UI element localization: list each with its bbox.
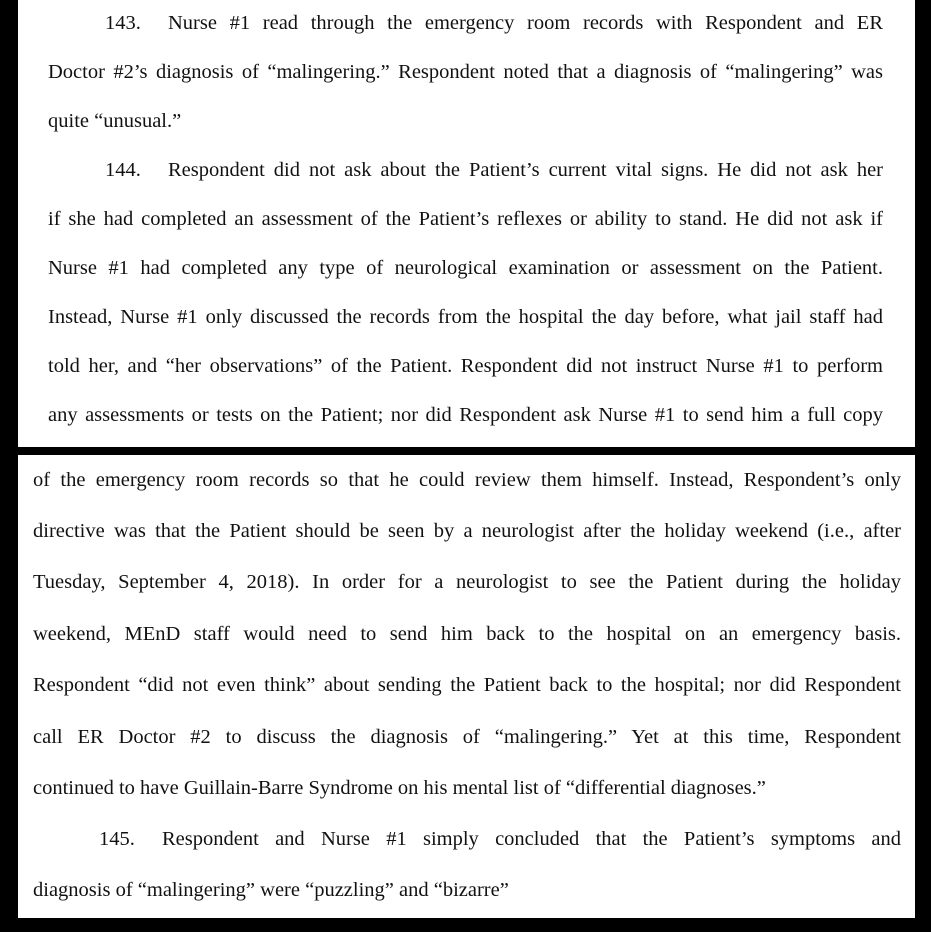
document-line: any assessments or tests on the Patient; nor did Respondent ask Nurse #1 to send him a full copy	[48, 404, 883, 426]
document-line: quite “unusual.”	[48, 110, 182, 132]
document-line: call ER Doctor #2 to discuss the diagnosis of “malingering.” Yet at this time, Respondent	[33, 726, 901, 748]
document-line: weekend, MEnD staff would need to send him back to the hospital on an emergency basis.	[33, 623, 901, 645]
line-text: Nurse #1 read through the emergency room records with Respondent and ER	[168, 12, 883, 34]
document-panel-top	[18, 0, 915, 447]
document-line: Tuesday, September 4, 2018). In order for a neurologist to see the Patient during the holiday	[33, 571, 901, 593]
line-text: Respondent and Nurse #1 simply concluded that the Patient’s symptoms and	[162, 828, 901, 850]
document-line	[99, 827, 901, 851]
line-text: Respondent did not ask about the Patient’s current vital signs. He did not ask her	[168, 159, 883, 181]
document-line: Nurse #1 had completed any type of neurological examination or assessment on the Patient.	[48, 257, 883, 279]
document-line: told her, and “her observations” of the Patient. Respondent did not instruct Nurse #1 to perform	[48, 355, 883, 377]
document-line: if she had completed an assessment of the Patient’s reflexes or ability to stand. He did not ask if	[48, 208, 883, 230]
document-line: directive was that the Patient should be seen by a neurologist after the holiday weekend (i.e., after	[33, 520, 901, 542]
document-line: diagnosis of “malingering” were “puzzling” and “bizarre”	[33, 879, 509, 901]
document-line: Respondent “did not even think” about sending the Patient back to the hospital; nor did Respondent	[33, 674, 901, 696]
document-line: continued to have Guillain-Barre Syndrome on his mental list of “differential diagnoses.”	[33, 777, 766, 799]
paragraph-number: 144.	[105, 159, 141, 181]
paragraph-number: 145.	[99, 828, 135, 850]
paragraph-number: 143.	[105, 12, 141, 34]
document-panel-bottom	[18, 455, 915, 918]
document-line	[105, 158, 883, 182]
document-line: Instead, Nurse #1 only discussed the records from the hospital the day before, what jail staff had	[48, 306, 883, 328]
document-line	[105, 11, 883, 35]
document-line: Doctor #2’s diagnosis of “malingering.” Respondent noted that a diagnosis of “malingering” was	[48, 61, 883, 83]
document-line: of the emergency room records so that he could review them himself. Instead, Respondent’s only	[33, 469, 901, 491]
